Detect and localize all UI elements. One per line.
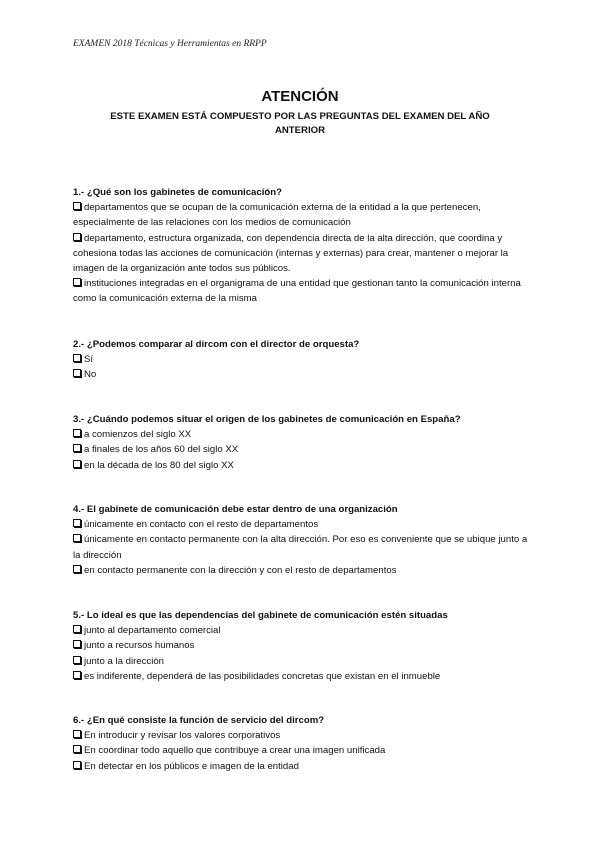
question-title: 5.- Lo ideal es que las dependencias del gabinete de comunicación estén situadas <box>73 610 448 621</box>
checkbox-icon[interactable] <box>73 671 81 679</box>
option[interactable] <box>73 352 533 367</box>
checkbox-icon[interactable] <box>73 730 81 738</box>
question-2 <box>73 337 533 383</box>
option-label: Sí <box>84 354 94 366</box>
option-label: No <box>84 369 97 381</box>
option[interactable] <box>73 654 533 669</box>
checkbox-icon[interactable] <box>73 565 81 573</box>
option-label: junto a la dirección <box>84 655 164 667</box>
option[interactable] <box>73 427 533 442</box>
option[interactable] <box>73 276 533 306</box>
option-label: En detectar en los públicos e imagen de la entidad <box>84 760 299 772</box>
checkbox-icon[interactable] <box>73 278 81 286</box>
checkbox-icon[interactable] <box>73 534 81 542</box>
option[interactable] <box>73 638 533 653</box>
option-label: junto al departamento comercial <box>84 625 221 637</box>
checkbox-icon[interactable] <box>73 640 81 648</box>
checkbox-icon[interactable] <box>73 460 81 468</box>
option[interactable] <box>73 200 533 230</box>
question-title: 2.- ¿Podemos comparar al dircom con el director de orquesta? <box>73 339 360 350</box>
option-label: En introducir y revisar los valores corporativos <box>84 730 281 742</box>
option[interactable] <box>73 623 533 638</box>
checkbox-icon[interactable] <box>73 625 81 633</box>
question-title: 3.- ¿Cuándo podemos situar el origen de los gabinetes de comunicación en España? <box>73 414 461 425</box>
option[interactable] <box>73 743 533 758</box>
option[interactable] <box>73 759 533 774</box>
option-label: departamentos que se ocupan de la comunicación externa de la entidad a la que pertenecen, especialmente de las relaciones con los medios de comunicación <box>73 202 481 229</box>
option[interactable] <box>73 669 533 684</box>
option[interactable] <box>73 442 533 457</box>
notice-title: ATENCIÓN <box>261 88 339 105</box>
page-header: EXAMEN 2018 Técnicas y Herramientas en RRPP <box>73 39 267 49</box>
notice-subtitle: ESTE EXAMEN ESTÁ COMPUESTO POR LAS PREGUNTAS DEL EXAMEN DEL AÑO ANTERIOR <box>110 111 490 136</box>
option[interactable] <box>73 728 533 743</box>
checkbox-icon[interactable] <box>73 761 81 769</box>
checkbox-icon[interactable] <box>73 233 81 241</box>
checkbox-icon[interactable] <box>73 656 81 664</box>
question-title: 4.- El gabinete de comunicación debe estar dentro de una organización <box>73 504 398 515</box>
question-title: 6.- ¿En qué consiste la función de servicio del dircom? <box>73 715 325 726</box>
checkbox-icon[interactable] <box>73 444 81 452</box>
question-6 <box>73 713 533 774</box>
option-label: en la década de los 80 del siglo XX <box>84 459 234 471</box>
option[interactable] <box>73 231 533 277</box>
checkbox-icon[interactable] <box>73 354 81 362</box>
option[interactable] <box>73 458 533 473</box>
checkbox-icon[interactable] <box>73 519 81 527</box>
checkbox-icon[interactable] <box>73 202 81 210</box>
option-label: en contacto permanente con la dirección y con el resto de departamentos <box>84 564 397 576</box>
option-label: es indiferente, dependerá de las posibilidades concretas que existan en el inmueble <box>84 670 441 682</box>
option[interactable] <box>73 517 533 532</box>
checkbox-icon[interactable] <box>73 369 81 377</box>
option[interactable] <box>73 367 533 382</box>
question-title: 1.- ¿Qué son los gabinetes de comunicación? <box>73 187 282 198</box>
option-label: instituciones integradas en el organigrama de una entidad que gestionan tanto la comunicación interna como la comunicación externa de la misma <box>73 278 521 305</box>
option[interactable] <box>73 532 533 562</box>
question-4 <box>73 502 533 578</box>
question-3 <box>73 412 533 473</box>
option-label: En coordinar todo aquello que contribuye a crear una imagen unificada <box>84 745 386 757</box>
option-label: a finales de los años 60 del siglo XX <box>84 444 239 456</box>
checkbox-icon[interactable] <box>73 429 81 437</box>
option[interactable] <box>73 563 533 578</box>
option-label: a comienzos del siglo XX <box>84 429 192 441</box>
option-label: únicamente en contacto permanente con la alta dirección. Por eso es conveniente que se ubique junto a la dirección <box>73 534 528 561</box>
question-5 <box>73 608 533 684</box>
option-label: únicamente en contacto con el resto de departamentos <box>84 519 319 531</box>
question-1 <box>73 185 533 307</box>
option-label: junto a recursos humanos <box>84 640 195 652</box>
checkbox-icon[interactable] <box>73 745 81 753</box>
option-label: departamento, estructura organizada, con dependencia directa de la alta dirección, que coordina y cohesiona todas las acciones de comunicación (internas y externas) para crear, mantener o mejorar la imagen de la organización ante todos sus públicos. <box>73 232 509 275</box>
